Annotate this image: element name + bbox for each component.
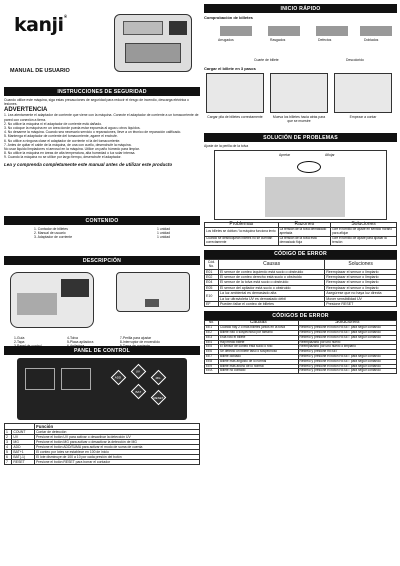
load-steps-illustration [204,71,397,133]
row-function: Presione el botón RESET para borrar el contador [35,460,200,465]
part-label: 1-Guía [14,336,25,340]
cause-cell: Pueden fallar el conteo de billetes [219,301,325,306]
solution-cell: Reemplazar el sensor o limpiarlo [325,269,397,274]
code-cell: EE6 [205,350,219,355]
safety-item: 7. Antes de quitar el cable de la máquina, de una con cuello, desenchufe la máquina. [4,142,132,147]
safety-item: 9. Cuando la máquina no se utilice por largo tiempo, desenchufe el adaptador. [4,155,122,160]
panel-table [4,423,200,465]
banknote-check-illustration [204,20,397,66]
solution-cell: Reemplazar el sensor o limpiarlo [325,274,397,279]
row-number: 1 [5,430,12,435]
control-panel-illustration [17,358,187,420]
code-cell: EE9 [205,364,219,369]
solution-cell: Gire el tornillo de ajuste para ajustar la tensión [331,236,397,245]
device-illustration [114,14,192,72]
col-header: Razones [278,223,330,228]
item-qty: 1 unidad [156,231,170,236]
problem-cell: Los billetes se doblan / la máquina funciona lento [205,228,279,237]
tag-label: Rasgados [270,38,286,42]
mg-button[interactable]: MG [151,370,167,386]
safety-item: 2. No utilice la máquina ni el adaptador de corriente está dañado. [4,121,103,126]
bat-button[interactable]: BAT [131,384,147,400]
reason-cell: La tensión de la tolva está demasiado floja [278,236,330,245]
safety-title: INSTRUCCIONES DE SEGURIDAD [4,87,200,96]
table-row [205,301,397,306]
device-front-illustration [10,272,94,328]
cause-cell: Billete roto o sospechoso por tamaño [219,330,299,335]
row-function: El conteo por lotes se establece en 100 de inicio [35,450,200,455]
cause-cell: Billete no contado [219,369,299,374]
brand-logo: kanji® [14,14,68,36]
col-header: Soluciones [325,259,397,269]
row-key: ADD [12,445,35,450]
safety-item: No usar liquido limpiadores ni aerosol en la máquina. Utilice un paño húmedo para limpiar. [4,147,140,152]
reason-cell: La tensión de la tolva demasiado apretada [278,228,330,237]
code-cell: EE5 [205,345,219,350]
quick-start-sub1: Comprobación de billetes [204,15,253,20]
error-table-2 [204,320,397,374]
contents-item [34,235,170,239]
safety-item: 1. Lea atentamente el adaptador de corriente que viene con la máquina. Conecte el adaptador de corriente a un tomacorriente de pared con conexión a tierra. [4,113,199,122]
item-name: 3. Adaptador de corriente [34,235,73,240]
code-cell: EE4 [205,340,219,345]
knob-label: Aflojar [325,153,335,158]
part-label: 5-Placa apiladora [66,340,94,345]
safety-item: 3. No coloque la máquina en un área donde pueda estar expuesta al agua u otros líquidos. [4,126,141,131]
table-row [205,236,397,245]
cause-cell: Billete más ancho de lo normal [219,364,299,369]
solution-cell: Retírelo y presione el botón RESET para seguir contando [298,359,397,364]
description-title: DESCRIPCIÓN [4,256,200,265]
cause-cell: Hay medio billete [219,340,299,345]
tag-label: Arrugados [218,38,234,42]
safety-footer: Lea y comprenda completamente este manual antes de utilizar este producto [4,161,173,167]
tag-label: Defectos [318,38,332,42]
row-number: 5 [5,450,12,455]
solution-cell: Retírelo y presione el botón RESET para seguir contando [298,330,397,335]
code-cell: E05 [205,285,219,290]
table-row [205,369,397,374]
knob-label: Apretar [279,153,291,158]
reset-button[interactable]: RESET [151,390,167,406]
code-cell: E01 [205,269,219,274]
row-key: MG [12,440,35,445]
cause-cell: El sensor del apilador está sucio o obstruido [219,285,325,290]
troubleshoot-table [204,222,397,246]
table-row [205,269,397,274]
row-function: Contar de detección [35,430,200,435]
row-key: UV [12,435,35,440]
cause-cell: El sensor de conteo derecho está sucio o obstruido [219,274,325,279]
col-header: Soluciones [298,321,397,326]
col-header: Problemas [205,223,279,228]
uv-button[interactable]: UV [131,364,147,380]
table-row [5,460,200,465]
cause-cell: Se detectó un billete falso o sospechoso [219,350,299,355]
row-key: RESET [12,460,35,465]
code-cell: EE7 [205,354,219,359]
item-name: 1. Contador de billetes [34,227,68,231]
step-label: Empezar a contar [349,115,377,119]
safety-intro: Cuando utilice este máquina, siga estas precauciones de seguridad para reducir el riesgo de incendio, descarga eléctrica o lesiones. [4,98,189,107]
safety-item: 4. No desarme la máquina. Cuando sea necesario servicio o reparaciones, lleve a un técnico de reparación calificado. [4,130,182,135]
safety-item: 8. No utilice la máquina en áreas de alta temperatura, alta humedad o luz solar intensa. [4,151,136,156]
safety-item: 5. Mantenga el adaptador de corriente del tomacorriente, agarre el enchufe. [4,134,118,139]
warning-title: ADVERTENCIA [4,107,48,114]
cause-cell: La luz ambiental es demasiado alta [219,291,325,296]
row-function: El lote disminuye de 100 a 10 por cada presión del botón [35,455,200,460]
solution-cell: Retírelo y presione el botón RESET para seguir contando [298,364,397,369]
cause-cell: El sensor de conteo izquierdo está sucio o obstruido [219,269,325,274]
error-table-1 [204,259,397,308]
row-number: 6 [5,455,12,460]
part-label: 8-Interruptor de encendido [119,340,160,345]
col-header: No. [205,321,219,326]
safety-item: 6. No utilice a ninguna clase el adaptador de corriente ni la del tomacorriente. [4,138,121,143]
col-header: Soluciones [331,223,397,228]
quick-start-title: INICIO RÁPIDO [204,4,397,13]
solution-cell: Reemplazar el sensor o limpiarlo [325,280,397,285]
solution-cell: Gire el tornillo de ajuste en sentido horario para aflojar [331,228,397,237]
solution-cell: Retírelo y presione el botón RESET para seguir contando [298,326,397,331]
function-header: Función [35,424,200,430]
hopper-knob-illustration [214,150,387,220]
item-qty: 1 unidad [156,227,170,231]
row-key: BAT(-1) [12,455,35,460]
solution-cell: Presione RESET [325,301,397,306]
code-cell: EE8 [205,359,219,364]
error-codes-title-2: CÓDIGOS DE ERROR [204,311,397,320]
row-key: BAT+1 [12,450,35,455]
cause-cell: El sensor de conteo está sucio o roto [219,345,299,350]
step-label: Cargar pila de billetes correctamente [207,115,263,119]
step-label: Mueva los billetes hacia atrás para que se muestre [272,115,326,124]
solution-cell: Mover sensibilidad UV [325,296,397,301]
table-row [205,274,397,279]
panel-title: PANEL DE CONTROL [4,346,200,355]
row-function: Presione el botón ADD/SUMA para activar el modo de suma de cuenta [35,445,200,450]
cause-cell: El sensor de la tolva está sucio o obstruido [219,280,325,285]
part-label: 7-Perilla para ajustar [119,336,152,340]
cause-cell: Cuando hay 2 o más billetes juntos en la tolva [219,326,299,331]
row-number: 7 [5,460,12,465]
item-qty: 1 unidad [156,235,170,240]
tag-label: Doblados [364,38,379,42]
row-number: 4 [5,445,12,450]
code-cell: EEA [205,369,219,374]
part-label: 2-Tapa [14,340,25,345]
tag-label: Descolorido [346,58,364,62]
cause-cell: La luz ultravioleta UV es demasiado débil [219,296,325,301]
safety-list [4,113,200,159]
col-header: Causas [219,321,299,326]
code-cell: EE2 [205,330,219,335]
solution-cell: Retírelo y presione el botón RESET para seguir contando [298,369,397,374]
troubleshoot-title: SOLUCIÓN DE PROBLEMAS [204,133,397,142]
quick-start-sub2: Cargar el billete en 3 pasos [204,66,256,71]
cause-cell: Billete más angosto de lo normal [219,359,299,364]
row-key: COUNT [12,430,35,435]
cause-cell: Está roto el billete [219,335,299,340]
part-label: 4-Tolva [66,336,78,340]
troubleshoot-sub: Ajuste de la perilla de la tolva [204,144,249,148]
manual-title: MANUAL DE USUARIO [10,68,70,74]
error-codes-title: CÓDIGO DE ERROR [204,250,397,259]
row-function: Presione el botón MG para activar o desactivar la detección de MG [35,440,200,445]
tag-label: Cuarte de billete [254,58,279,62]
code-cell: EE1 [205,326,219,331]
item-name: 2. Manual de usuario [34,231,66,236]
col-header: Cód. No. [205,259,219,269]
code-cell: E04 [205,280,219,285]
contents-title: CONTENIDO [4,216,200,225]
col-header: Causas [219,259,325,269]
code-cell: E10 [205,291,219,302]
add-button[interactable]: ADD [111,370,127,386]
solution-cell: Reemplazar el sensor o limpiarlo [325,285,397,290]
row-number: 3 [5,440,12,445]
code-cell: EF [205,301,219,306]
row-function: Presione el botón UV para activar o desactivar la detección UV [35,435,200,440]
solution-cell: Asegúrese que no haya luz directa [325,291,397,296]
solution-cell: Reemplazarlo por uno nuevo o limpiarlo [298,345,397,350]
code-cell: EE3 [205,335,219,340]
code-cell: E02 [205,274,219,279]
device-back-illustration [116,272,190,312]
cause-cell: Billete doblado [219,354,299,359]
right-column [204,0,397,374]
row-number: 2 [5,435,12,440]
solution-cell: Retírelo y presione el botón RESET para seguir contando [298,335,397,340]
problem-cell: Cuando se desbloquean billetes no se cuentan correctamente [205,236,279,245]
solution-cell: Reemplazarlo por uno nuevo [298,340,397,345]
solution-cell: Retírelo y presione RESET [298,350,397,355]
contents-list [4,225,200,242]
solution-cell: Retírelo y presione el botón RESET para seguir contando [298,354,397,359]
